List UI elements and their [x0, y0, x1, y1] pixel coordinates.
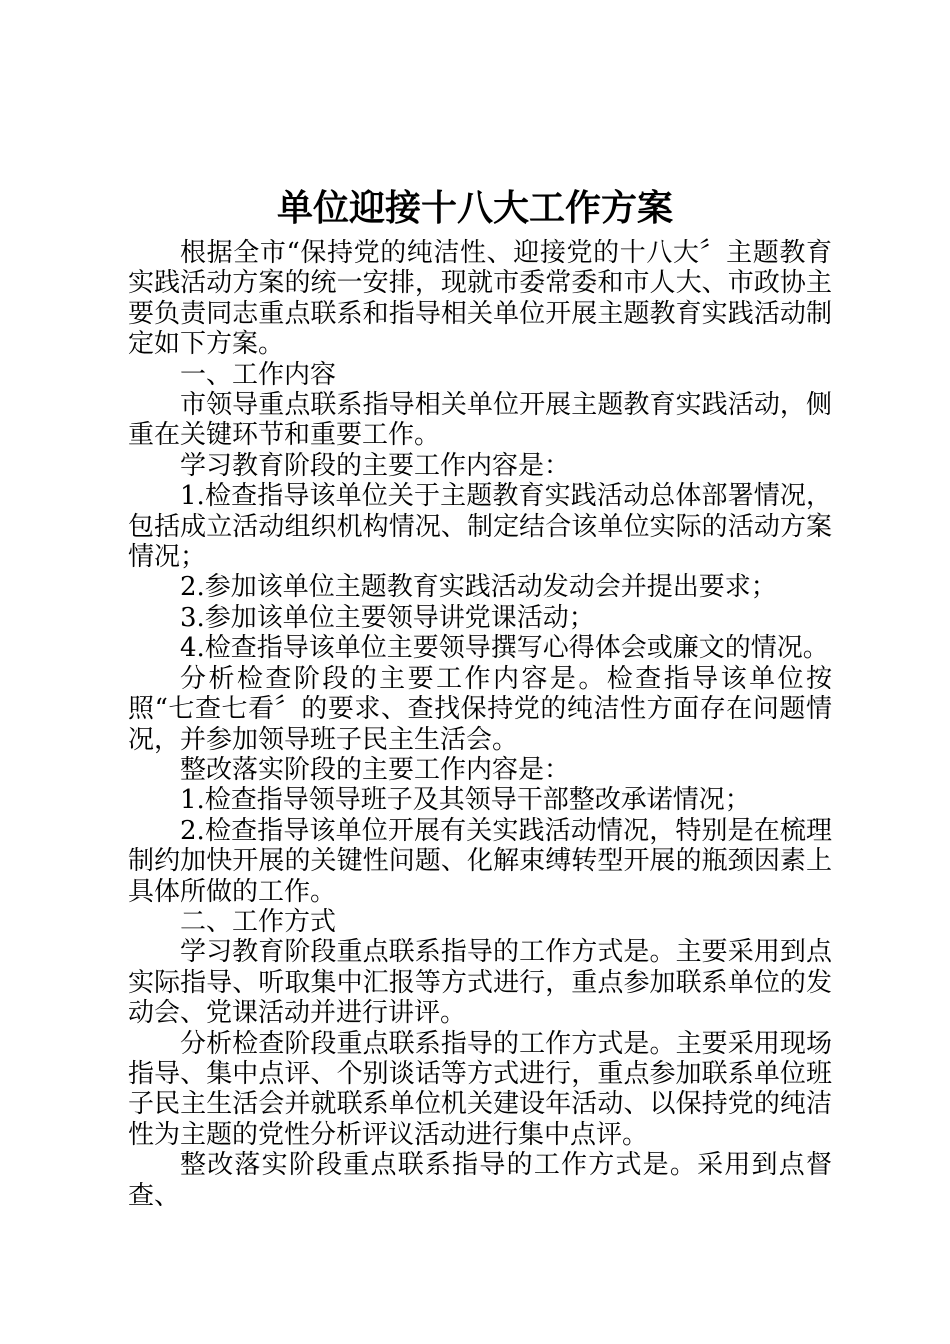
- document-body: [128, 238, 832, 1211]
- list-item: 2.参加该单位主题教育实践活动发动会并提出要求；: [180, 572, 777, 603]
- document-title: 单位迎接十八大工作方案: [276, 187, 673, 229]
- paragraph: 分析检查阶段的主要工作内容是。检查指导该单位按照“七查七看〞的要求、查找保持党的纯洁性方面存在问题情况，并参加领导班子民主生活会。: [128, 663, 832, 755]
- paragraph: 根据全市“保持党的纯洁性、迎接党的十八大〞主题教育实践活动方案的统一安排，现就市委常委和市人大、市政协主要负责同志重点联系和指导相关单位开展主题教育实践活动制定如下方案。: [128, 238, 832, 360]
- list-item: 1.检查指导领导班子及其领导干部整改承诺情况；: [180, 785, 751, 816]
- paragraph: 市领导重点联系指导相关单位开展主题教育实践活动，侧重在关键环节和重要工作。: [128, 390, 832, 451]
- list-item: 4.检查指导该单位主要领导撰写心得体会或廉文的情况。: [180, 633, 829, 664]
- paragraph: 学习教育阶段重点联系指导的工作方式是。主要采用到点实际指导、听取集中汇报等方式进行，重点参加联系单位的发动会、党课活动并进行讲评。: [128, 937, 832, 1029]
- paragraph: 分析检查阶段重点联系指导的工作方式是。主要采用现场指导、集中点评、个别谈话等方式进行，重点参加联系单位班子民主生活会并就联系单位机关建设年活动、以保持党的纯洁性为主题的党性分析评议活动进行集中点评。: [128, 1028, 832, 1150]
- section-heading: 二、工作方式: [180, 906, 337, 937]
- list-item: 1.检查指导该单位关于主题教育实践活动总体部署情况，包括成立活动组织机构情况、制定结合该单位实际的活动方案情况；: [128, 481, 832, 573]
- section-heading: 一、工作内容: [180, 359, 337, 390]
- paragraph: 学习教育阶段的主要工作内容是：: [180, 450, 571, 481]
- paragraph: 整改落实阶段重点联系指导的工作方式是。采用到点督查、: [128, 1150, 832, 1211]
- paragraph: 整改落实阶段的主要工作内容是：: [180, 754, 571, 785]
- list-item: 2.检查指导该单位开展有关实践活动情况，特别是在梳理制约加快开展的关键性问题、化解束缚转型开展的瓶颈因素上具体所做的工作。: [128, 815, 832, 907]
- list-item: 3.参加该单位主要领导讲党课活动；: [180, 602, 595, 633]
